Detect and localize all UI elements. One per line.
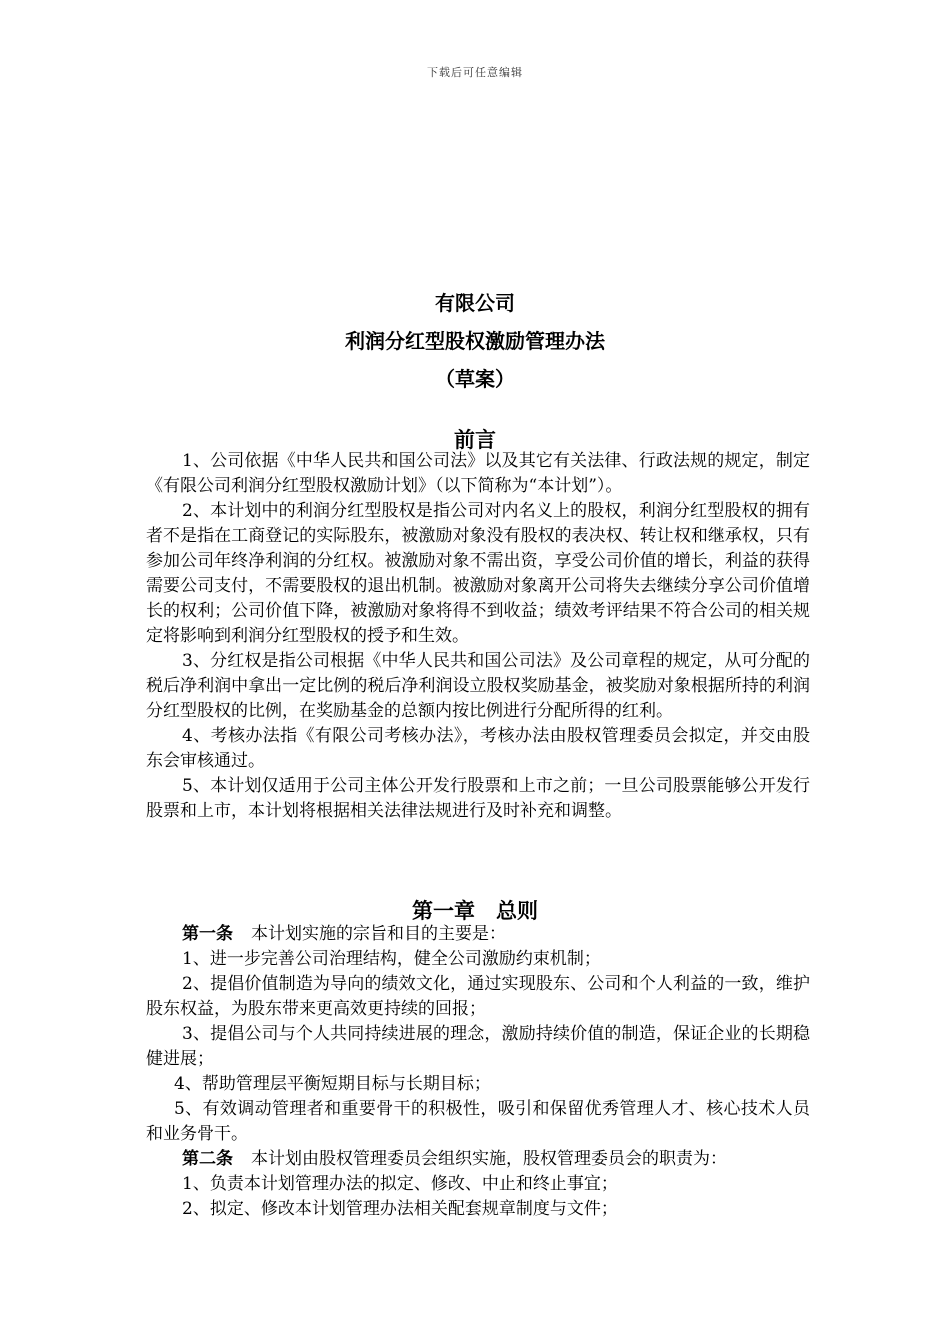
article-label: 第一条 <box>182 924 233 944</box>
chapter-heading: 第一章 总则 <box>412 899 538 923</box>
article-item: 5、有效调动管理者和重要骨干的积极性，吸引和保留优秀管理人才、核心技术人员和业务骨干。 <box>146 1099 810 1144</box>
preface-body <box>146 449 810 824</box>
article-item: 1、进一步完善公司治理结构，健全公司激励约束机制； <box>182 949 601 969</box>
article-item: 2、提倡价值制造为导向的绩效文化，通过实现股东、公司和个人利益的一致，维护股东权益，为股东带来更高效更持续的回报； <box>146 974 810 1019</box>
preface-paragraph: 1、公司依据《中华人民共和国公司法》以及其它有关法律、行政法规的规定，制定《有限公司利润分红型股权激励计划》（以下简称为“本计划”）。 <box>146 451 810 496</box>
article-item: 1、负责本计划管理办法的拟定、修改、中止和终止事宜； <box>182 1174 618 1194</box>
preface-paragraph: 4、考核办法指《有限公司考核办法》，考核办法由股权管理委员会拟定，并交由股东会审核通过。 <box>146 726 810 771</box>
article-item: 4、帮助管理层平衡短期目标与长期目标； <box>174 1074 491 1094</box>
article-1 <box>146 922 810 947</box>
chapter-body <box>146 922 810 1222</box>
header-note: 下载后可任意编辑 <box>427 66 523 79</box>
article-text: 本计划由股权管理委员会组织实施，股权管理委员会的职责为： <box>251 1149 727 1169</box>
preface-paragraph: 3、分红权是指公司根据《中华人民共和国公司法》及公司章程的规定，从可分配的税后净利润中拿出一定比例的税后净利润设立股权奖励基金，被奖励对象根据所持的利润分红型股权的比例，在奖励基金的总额内按比例进行分配所得的红利。 <box>146 651 810 721</box>
preface-paragraph: 2、本计划中的利润分红型股权是指公司对内名义上的股权，利润分红型股权的拥有者不是指在工商登记的实际股东，被激励对象没有股权的表决权、转让权和继承权，只有参加公司年终净利润的分红权。被激励对象不需出资，享受公司价值的增长，利益的获得需要公司支付，不需要股权的退出机制。被激励对象离开公司将失去继续分享公司价值增长的权利；公司价值下降，被激励对象将得不到收益；绩效考评结果不符合公司的相关规定将影响到利润分红型股权的授予和生效。 <box>146 501 810 646</box>
preface-heading: 前言 <box>454 428 496 452</box>
title-company: 有限公司 <box>435 291 515 315</box>
article-label: 第二条 <box>182 1149 233 1169</box>
preface-paragraph: 5、本计划仅适用于公司主体公开发行股票和上市之前；一旦公司股票能够公开发行股票和上市，本计划将根据相关法律法规进行及时补充和调整。 <box>146 776 810 821</box>
title-name: 利润分红型股权激励管理办法 <box>345 329 605 353</box>
article-item: 3、提倡公司与个人共同持续进展的理念，激励持续价值的制造，保证企业的长期稳健进展； <box>146 1024 810 1069</box>
article-text: 本计划实施的宗旨和目的主要是： <box>251 924 506 944</box>
article-2 <box>146 1147 810 1172</box>
title-draft: （草案） <box>435 367 515 391</box>
article-item: 2、拟定、修改本计划管理办法相关配套规章制度与文件； <box>182 1199 618 1219</box>
